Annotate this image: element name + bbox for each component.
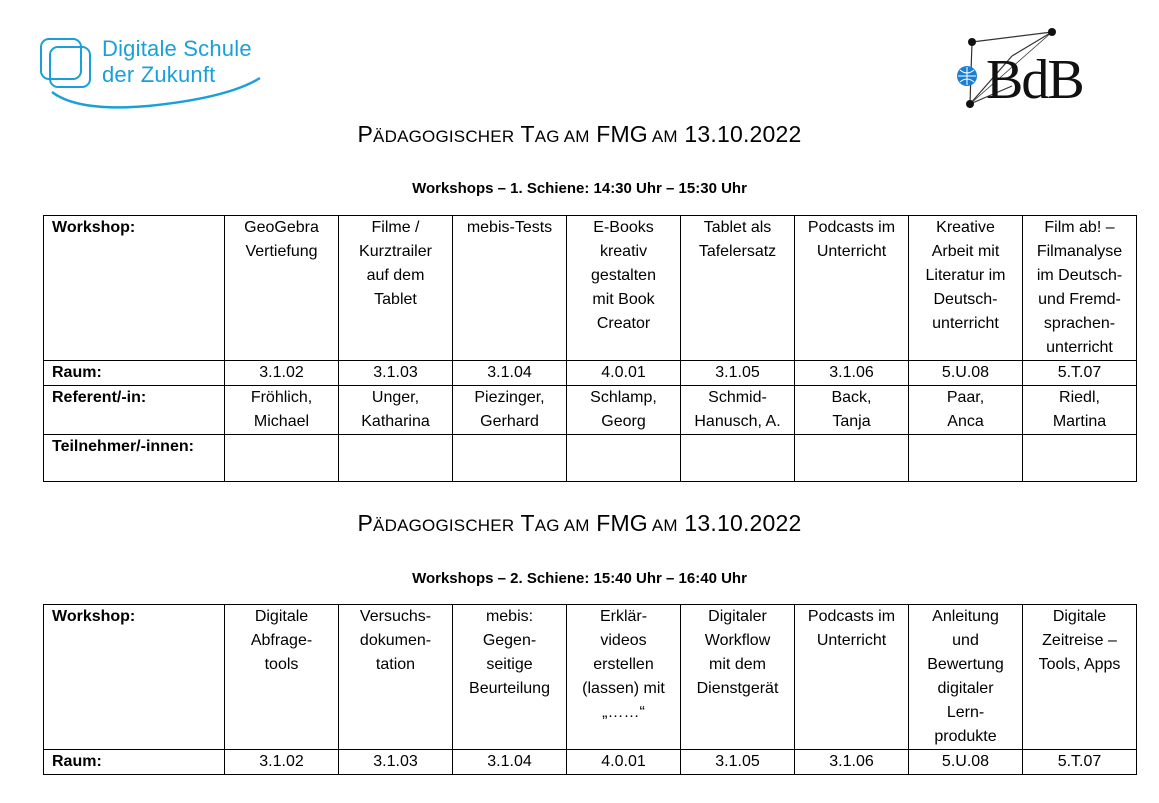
room-cell: 3.1.04 [453, 750, 567, 775]
cell-line: Bewertung [927, 656, 1004, 673]
room-cell: 3.1.05 [681, 361, 795, 386]
cell-line: Zeitreise – [1042, 632, 1117, 649]
cell-line: Kreative [936, 219, 995, 236]
cell-line: Paar, [946, 389, 985, 406]
raum-row [44, 361, 1137, 386]
speaker-cell [1023, 386, 1137, 435]
room-cell: 5.U.08 [909, 750, 1023, 775]
cell-line: Gegen- [482, 632, 537, 649]
cell-line: Tafelersatz [698, 243, 777, 260]
teilnehmer-row [44, 435, 1137, 482]
cell-line: erstellen [593, 656, 654, 673]
participants-cell [909, 435, 1023, 482]
workshop-title-cell [681, 605, 795, 750]
participants-cell [567, 435, 681, 482]
row-label-raum: Raum: [44, 750, 225, 775]
cell-line: Abfrage- [250, 632, 313, 649]
cell-line: Unterricht [816, 243, 887, 260]
cell-line: Katharina [361, 413, 430, 430]
workshop-title-cell [339, 605, 453, 750]
cell-line: Tools, Apps [1038, 656, 1121, 673]
room-cell: 5.U.08 [909, 361, 1023, 386]
room-cell: 3.1.04 [453, 361, 567, 386]
cell-line: Dienstgerät [696, 680, 779, 697]
workshop-title-cell [795, 216, 909, 361]
workshop-title-cell [1023, 216, 1137, 361]
cell-line: videos [600, 632, 647, 649]
cell-line: Digitale [1052, 608, 1107, 625]
digitale-schule-logo [38, 34, 278, 114]
cell-line: Literatur im [925, 267, 1006, 284]
cell-line: (lassen) mit [582, 680, 665, 697]
workshop-title-cell [453, 216, 567, 361]
cell-line: gestalten [591, 267, 656, 284]
cell-line: Kurztrailer [359, 243, 432, 260]
workshop-title-cell [339, 216, 453, 361]
room-cell: 4.0.01 [567, 361, 681, 386]
cell-line: E-Books [593, 219, 654, 236]
workshop-row [44, 216, 1137, 361]
cell-line: Versuchs- [359, 608, 432, 625]
cell-line: Erklär- [599, 608, 648, 625]
cell-line: Lern- [946, 704, 985, 721]
room-cell: 3.1.03 [339, 361, 453, 386]
workshop-title-cell [909, 216, 1023, 361]
workshop-table-2 [43, 604, 1137, 775]
bdb-logo [952, 26, 1124, 118]
cell-line: Workflow [704, 632, 771, 649]
cell-line: Martina [1052, 413, 1107, 430]
cell-line: tation [375, 656, 416, 673]
cell-line: Arbeit mit [931, 243, 1000, 260]
room-cell: 4.0.01 [567, 750, 681, 775]
cell-line: Unger, [371, 389, 420, 406]
cell-line: Michael [253, 413, 310, 430]
cell-line: Schmid- [708, 389, 767, 406]
cell-line: auf dem [366, 267, 425, 284]
cell-line: seitige [486, 656, 533, 673]
cell-line: Film ab! – [1044, 219, 1115, 236]
cell-line: und Fremd- [1038, 291, 1121, 308]
speaker-cell [453, 386, 567, 435]
participants-cell [453, 435, 567, 482]
cell-line: Filme / [371, 219, 420, 236]
cell-line: mebis: [485, 608, 534, 625]
cell-line: Gerhard [480, 413, 539, 430]
participants-cell [225, 435, 339, 482]
cell-line: im Deutsch- [1036, 267, 1123, 284]
cell-line: Digitale [254, 608, 309, 625]
bdb-logo-mark [952, 26, 1124, 118]
row-label-referent: Referent/-in: [44, 386, 225, 435]
cell-line: unterricht [932, 315, 999, 332]
workshop-title-cell [681, 216, 795, 361]
room-cell: 3.1.05 [681, 750, 795, 775]
schedule-subtitle-2: Workshops – 2. Schiene: 15:40 Uhr – 16:40 Uhr [412, 570, 747, 587]
cell-line: Tanja [832, 413, 871, 430]
row-label-workshop: Workshop: [44, 605, 225, 750]
page-title-1: PÄDAGOGISCHER TAG AM FMG AM 13.10.2022 [357, 121, 802, 147]
cell-line: „……“ [602, 704, 645, 721]
cell-line: Creator [596, 315, 651, 332]
workshop-title-cell [795, 605, 909, 750]
workshop-title-cell [1023, 605, 1137, 750]
logo-line-2: der Zukunft [102, 62, 216, 87]
room-cell: 3.1.06 [795, 361, 909, 386]
cell-line: kreativ [599, 243, 648, 260]
cell-line: sprachen- [1043, 315, 1116, 332]
cell-line: Anleitung [932, 608, 999, 625]
cell-line: Georg [601, 413, 646, 430]
cell-line: Schlamp, [590, 389, 657, 406]
cell-line: Piezinger, [474, 389, 545, 406]
speaker-cell [567, 386, 681, 435]
cell-line: und [952, 632, 979, 649]
speaker-cell [681, 386, 795, 435]
workshop-title-cell [567, 216, 681, 361]
cell-line: Tablet [374, 291, 417, 308]
workshop-title-cell [453, 605, 567, 750]
cell-line: Deutsch- [933, 291, 998, 308]
cell-line: Anca [947, 413, 984, 430]
room-cell: 3.1.06 [795, 750, 909, 775]
speaker-cell [795, 386, 909, 435]
participants-cell [681, 435, 795, 482]
cell-line: Back, [831, 389, 872, 406]
referent-row [44, 386, 1137, 435]
room-cell: 3.1.02 [225, 750, 339, 775]
speaker-cell [909, 386, 1023, 435]
cell-line: Riedl, [1059, 389, 1100, 406]
room-cell: 5.T.07 [1023, 361, 1137, 386]
workshop-title-cell [567, 605, 681, 750]
schedule-subtitle-1: Workshops – 1. Schiene: 14:30 Uhr – 15:30 Uhr [412, 180, 747, 197]
cell-line: Beurteilung [469, 680, 550, 697]
page-title-2: PÄDAGOGISCHER TAG AM FMG AM 13.10.2022 [357, 510, 802, 536]
cell-line: tools [264, 656, 299, 673]
row-label-workshop: Workshop: [44, 216, 225, 361]
cell-line: Unterricht [816, 632, 887, 649]
cell-line: Digitaler [708, 608, 767, 625]
cell-line: unterricht [1046, 339, 1113, 356]
raum-row [44, 750, 1137, 775]
cell-line: digitaler [937, 680, 994, 697]
room-cell: 5.T.07 [1023, 750, 1137, 775]
workshop-row [44, 605, 1137, 750]
row-label-raum: Raum: [44, 361, 225, 386]
workshop-title-cell [909, 605, 1023, 750]
participants-cell [1023, 435, 1137, 482]
cell-line: GeoGebra [244, 219, 319, 236]
cell-line: produkte [934, 728, 997, 745]
cell-line: mit dem [709, 656, 766, 673]
cell-line: Podcasts im [807, 219, 896, 236]
bdb-logo-text: BdB [986, 49, 1083, 111]
participants-cell [339, 435, 453, 482]
row-label-teilnehmer: Teilnehmer/-innen: [44, 435, 225, 482]
participants-cell [795, 435, 909, 482]
room-cell: 3.1.03 [339, 750, 453, 775]
cell-line: mit Book [592, 291, 655, 308]
cell-line: Fröhlich, [250, 389, 313, 406]
cell-line: dokumen- [359, 632, 432, 649]
cell-line: Podcasts im [807, 608, 896, 625]
workshop-title-cell [225, 216, 339, 361]
cell-line: mebis-Tests [466, 219, 553, 236]
logo-line-1: Digitale Schule [102, 36, 252, 61]
speaker-cell [339, 386, 453, 435]
cell-line: Filmanalyse [1036, 243, 1123, 260]
cell-line: Tablet als [703, 219, 772, 236]
room-cell: 3.1.02 [225, 361, 339, 386]
cell-line: Vertiefung [245, 243, 318, 260]
cell-line: Hanusch, A. [694, 413, 781, 430]
workshop-table-1 [43, 215, 1137, 482]
speaker-cell [225, 386, 339, 435]
workshop-title-cell [225, 605, 339, 750]
